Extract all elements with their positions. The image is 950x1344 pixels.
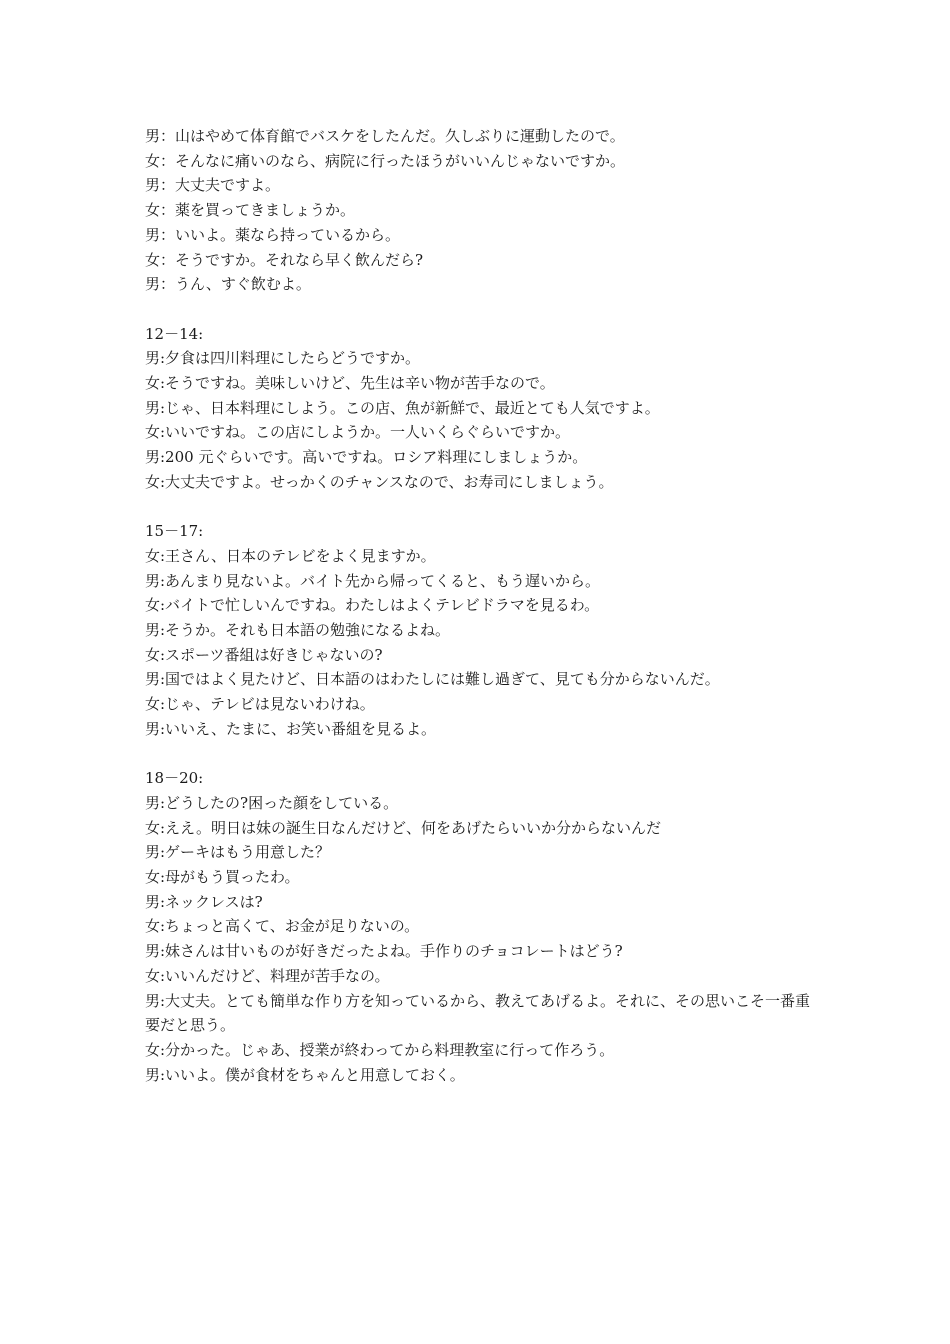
dialogue-line: 男:そうか。それも日本語の勉強になるよね。 [145, 621, 451, 640]
dialogue-line: 男:じゃ、日本料理にしよう。この店、魚が新鮮で、最近とても人気ですよ。 [145, 398, 660, 417]
dialogue-section-1 [145, 124, 825, 297]
dialogue-line: 女:いいんだけど、料理が苦手なの。 [145, 966, 390, 985]
dialogue-line: 女:大丈夫ですよ。せっかくのチャンスなので、お寿司にしましょう。 [145, 472, 614, 491]
dialogue-line: 男:夕食は四川料理にしたらどうですか。 [145, 349, 421, 368]
dialogue-line: 男：山はやめて体育館でバスケをしたんだ。久しぶりに運動したので。 [145, 127, 625, 145]
dialogue-line: 男:妹さんは甘いものが好きだったよね。手作りのチョコレートはどう? [145, 942, 623, 961]
section-heading: 12－14: [145, 324, 204, 343]
dialogue-line: 女:そうですね。美味しいけど、先生は辛い物が苦手なので。 [145, 374, 555, 393]
dialogue-line: 男:いいえ、たまに、お笑い番組を見るよ。 [145, 719, 436, 738]
dialogue-line: 男:ゲーキはもう用意した？ [145, 843, 331, 862]
dialogue-line: 男:200 元ぐらいです。高いですね。ロシア料理にしましょうか。 [145, 448, 588, 467]
dialogue-line: 女:ちょっと高くて、お金が足りないの。 [145, 917, 420, 936]
dialogue-line: 男：大丈夫ですよ。 [145, 176, 281, 195]
document-page [145, 124, 825, 1087]
dialogue-section-18-20 [145, 766, 825, 1087]
section-heading: 15－17: [145, 522, 204, 541]
dialogue-line: 女:母がもう買ったわ。 [145, 868, 300, 887]
dialogue-line: 男:大丈夫。とても簡単な作り方を知っているから、教えてあげるよ。それに、その思いこそ一番重要だと思う。 [145, 991, 811, 1035]
dialogue-line: 男:国ではよく見たけど、日本語のはわたしには難し過ぎて、見ても分からないんだ。 [145, 670, 720, 689]
dialogue-line: 女:スポーツ番組は好きじゃないの? [145, 645, 383, 664]
dialogue-line: 男:ネックレスは? [145, 892, 263, 911]
dialogue-section-12-14 [145, 322, 825, 495]
dialogue-line: 女:いいですね。この店にしようか。一人いくらぐらいですか。 [145, 423, 571, 442]
dialogue-line: 男：いいよ。薬なら持っているから。 [145, 225, 401, 244]
dialogue-line: 男:いいよ。僕が食材をちゃんと用意しておく。 [145, 1065, 465, 1084]
dialogue-line: 女:ええ。明日は妹の誕生日なんだけど、何をあげたらいいか分からないんだ [145, 818, 661, 837]
dialogue-line: 女:王さん、日本のテレビをよく見ますか。 [145, 546, 436, 565]
dialogue-line: 女:バイトで忙しいんですね。わたしはよくテレビドラマを見るわ。 [145, 596, 600, 615]
dialogue-line: 男：うん、すぐ飲むよ。 [145, 275, 311, 294]
dialogue-line: 女:分かった。じゃあ、授業が終わってから料理教室に行って作ろう。 [145, 1040, 615, 1059]
section-heading: 18－20: [145, 769, 204, 788]
dialogue-line: 男:どうしたの?困った顔をしている。 [145, 793, 399, 812]
dialogue-section-15-17 [145, 519, 825, 741]
dialogue-line: 女：薬を買ってきましょうか。 [145, 201, 356, 220]
dialogue-line: 女:じゃ、テレビは見ないわけね。 [145, 695, 375, 714]
dialogue-line: 女：そうですか。それなら早く飲んだら? [145, 250, 424, 269]
dialogue-line: 男:あんまり見ないよ。バイト先から帰ってくると、もう遅いから。 [145, 571, 601, 590]
dialogue-line: 女：そんなに痛いのなら、病院に行ったほうがいいんじゃないですか。 [145, 151, 626, 170]
